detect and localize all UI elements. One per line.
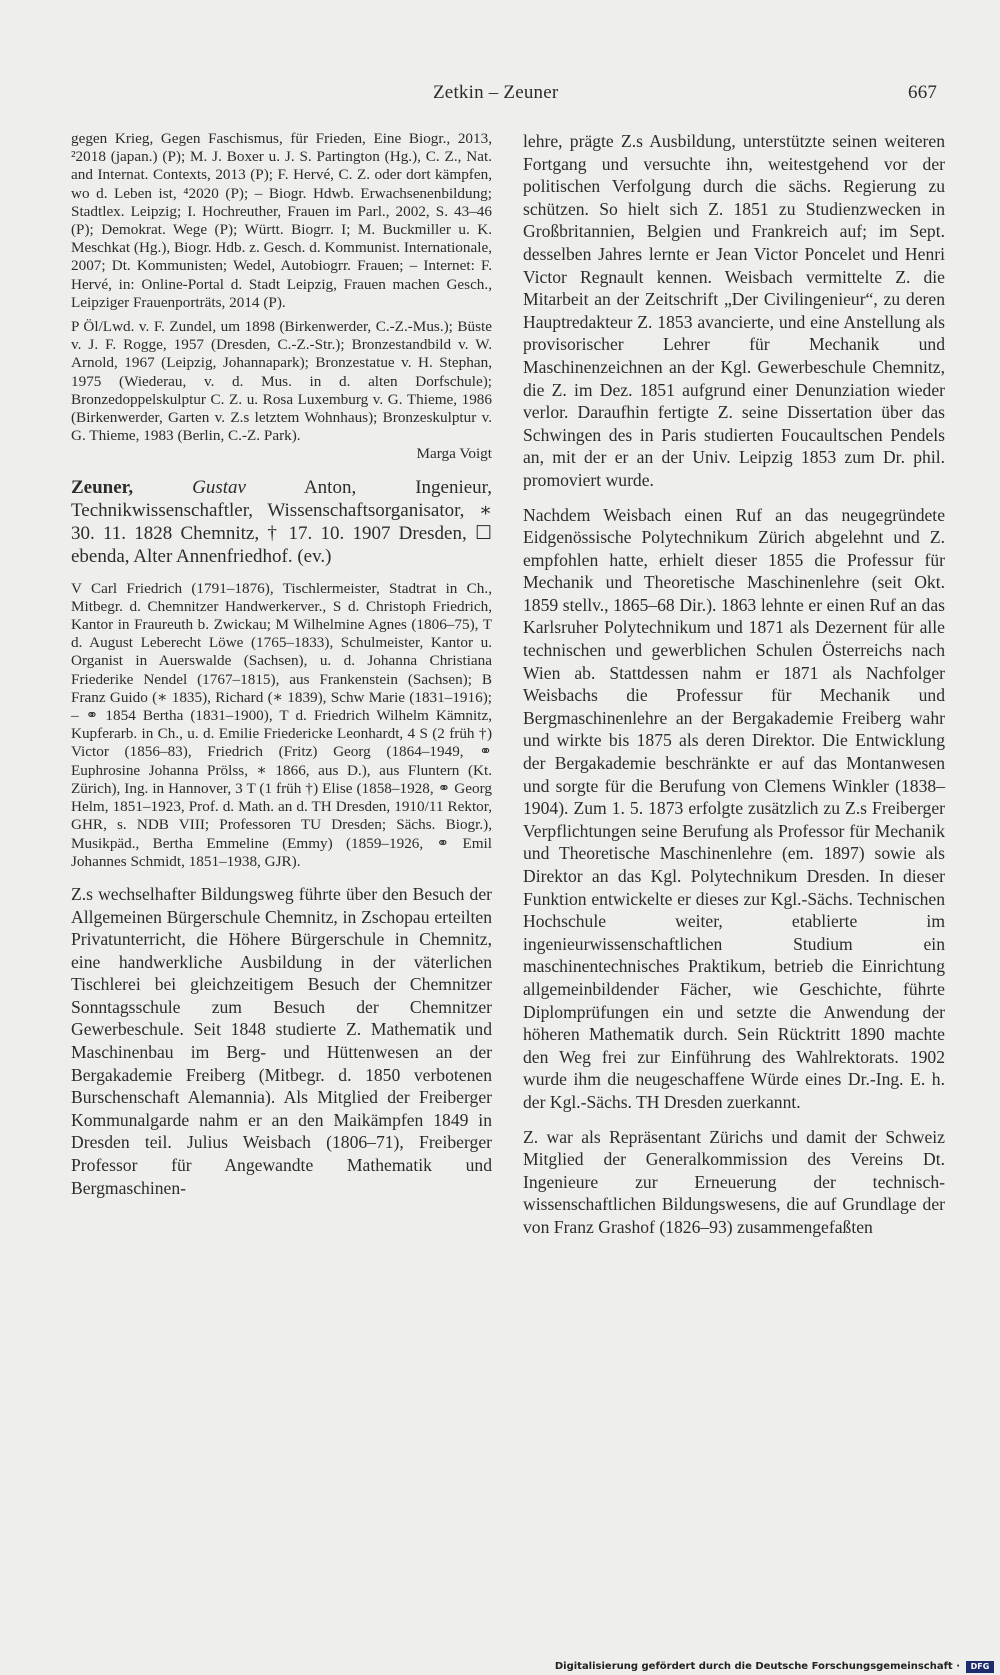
author-signature: Marga Voigt — [416, 445, 492, 463]
biography-paragraph-1: Z.s wechselhafter Bildungsweg führte über den Besuch der Allgemeinen Bürgerschule Chemnitz, in Zschopau erteilten Privatunterricht, die Höhere Bürgerschule in Chemnitz, eine handwerkliche Ausbildung in der väterlichen Tischlerei bei gleichzeitigem Besuch der Chemnitzer Sonntagsschule zum Besuch der Chemnitzer Gewerbeschule. Seit 1848 studierte Z. Mathematik und Maschinenbau im Berg- und Hüttenwesen an der Bergakademie Freiberg (Mitbegr. d. 1850 verbotenen Burschenschaft Alemannia). Als Mitglied der Freiberger Kommunalgarde nahm er an den Maikämpfen 1849 in Dresden teil. Julius Weisbach (1806–71), Freiberger Professor für Angewandte Mathematik und Bergmaschinen- — [71, 883, 492, 1198]
right-column — [523, 130, 945, 1239]
entry-heading — [71, 476, 492, 568]
entry-given-name: Gustav — [192, 476, 246, 498]
digitization-footer — [0, 1661, 1000, 1675]
digitization-credit: Digitalisierung gefördert durch die Deutsche Forschungsgemeinschaft · — [554, 1661, 960, 1672]
page-number: 667 — [908, 82, 938, 103]
dfg-logo-icon: DFG — [966, 1661, 994, 1673]
left-column — [71, 130, 492, 1199]
running-title: Zetkin – Zeuner — [433, 82, 559, 103]
genealogy-paragraph: V Carl Friedrich (1791–1876), Tischlermeister, Stadtrat in Ch., Mitbegr. d. Chemnitzer Handwerkerver., S d. Christoph Friedrich, Kantor in Fraureuth b. Zwickau; M Wilhelmine Agnes (1806–75), T d. August Leberecht Löwe (1765–1833), Schulmeister, Kantor u. Organist in Auerswalde (Sachsen), u. d. Johanna Christiana Friederike Nendel (1767–1815), aus Frankenstein (Sachsen); B Franz Guido (∗ 1835), Richard (∗ 1839), Schw Marie (1831–1916); – ⚭ 1854 Bertha (1831–1900), T d. Friedrich Wilhelm Kämnitz, Kupferarb. in Ch., u. d. Emilie Friedericke Leonhardt, 4 S (2 früh †) Victor (1856–83), Friedrich (Fritz) Georg (1864–1949, ⚭ Euphrosine Johanna Prölss, ∗ 1866, aus D.), aus Fluntern (Kt. Zürich), Ing. in Hannover, 3 T (1 früh †) Elise (1858–1928, ⚭ Georg Helm, 1851–1923, Prof. d. Math. an d. TH Dresden, 1910/11 Rektor, GHR, s. NDB VIII; Professoren TU Dresden; Sächs. Biogr.), Musikpäd., Bertha Emmeline (Emmy) (1859–1926, ⚭ Emil Johannes Schmidt, 1851–1938, GJR). — [71, 579, 492, 870]
bibliography-paragraph: gegen Krieg, Gegen Faschismus, für Frieden, Eine Biogr., 2013, ²2018 (japan.) (P); M. J. Boxer u. J. S. Partington (Hg.), C. Z., Nat. and Internat. Contexts, 2013 (P); F. Hervé, C. Z. oder dort kämpfen, wo d. Leben ist, ⁴2020 (P); – Biogr. Hdwb. Erwachsenenbildung; Stadtlex. Leipzig; I. Hochreuther, Frauen im Parl., 2002, S. 43–46 (P); Demokrat. Wege (P); Württ. Biogrr. I; M. Buckmiller u. K. Meschkat (Hg.), Biogr. Hdb. z. Gesch. d. Kommunist. Internationale, 2007; Dt. Kommunisten; Wedel, Autobiogrr. Frauen; – Internet: F. Hervé, in: Online-Portal d. Stadt Leipzig, Frauen machen Gesch., Leipziger Frauenporträts, 2014 (P). — [71, 130, 492, 311]
biography-paragraph-4: Z. war als Repräsentant Zürichs und damit der Schweiz Mitglied der Generalkommission des Vereins Dt. Ingenieure zur Erneuerung der technisch-wissenschaftlichen Bildungswesens, die auf Grundlage der von Franz Grashof (1826–93) zusammengefaßten — [523, 1126, 945, 1237]
entry-details: Anton, Ingenieur, Technikwissenschaftler, Wissenschaftsorganisator, ∗ 30. 11. 1828 Chemnitz, † 17. 10. 1907 Dresden, ☐ ebenda, Alter Annenfriedhof. (ev.) — [71, 476, 492, 567]
entry-surname: Zeuner, — [71, 476, 134, 498]
portraits-paragraph: P Öl/Lwd. v. F. Zundel, um 1898 (Birkenwerder, C.-Z.-Mus.); Büste v. J. F. Rogge, 1957 (Dresden, C.-Z.-Str.); Bronzestandbild v. W. Arnold, 1967 (Leipzig, Johannapark); Bronzestatue v. H. Stephan, 1975 (Wiederau, v. d. Mus. in d. alten Dorfschule); Bronzedoppelskulptur C. Z. u. Rosa Luxemburg v. G. Thieme, 1986 (Birkenwerder, Garten v. Z.s letztem Wohnhaus); Bronzeskulptur v. G. Thieme, 1983 (Berlin, C.-Z. Park). — [71, 318, 492, 445]
biography-paragraph-3: Nachdem Weisbach einen Ruf an das neugegründete Eidgenössische Polytechnikum Zürich abgelehnt und Z. empfohlen hatte, erhielt dieser 1855 die Professur für Mechanik und Theoretische Maschinenlehre (seit Okt. 1859 stellv., 1865–68 Dir.). 1863 lehnte er einen Ruf an das Karlsruher Polytechnikum und 1871 als Dezernent für alle technischen und gewerblichen Schulen Österreichs nach Wien ab. Stattdessen nahm er 1871 als Nachfolger Weisbachs die Professur für Mechanik und Bergmaschinenlehre an der Bergakademie Freiberg wahr und wirkte bis 1875 als deren Direktor. Die Entwicklung der Bergakademie beschränkte er auf das Montanwesen und sorgte für die Berufung von Clemens Winkler (1838–1904). Zum 1. 5. 1873 erfolgte zusätzlich zu Z.s Freiberger Verpflichtungen seine Berufung als Professor für Mechanik und Theoretische Maschinenlehre (em. 1897) sowie als Direktor an das Kgl. Polytechnikum Dresden. In dieser Funktion entwickelte er dieses zur Kgl.-Sächs. Technischen Hochschule weiter, etablierte im ingenieurwissenschaftlichen Studium ein maschinentechnisches Praktikum, betrieb die Einrichtung allgemeinbildender Fächer, wie Geschichte, führte Diplomprüfungen ein und setzte die Anwendung der höheren Mathematik durch. Sein Rücktritt 1890 machte den Weg frei zur Einführung des Wahlrektorats. 1902 wurde ihm die neugeschaffene Würde eines Dr.-Ing. E. h. der Kgl.-Sächs. TH Dresden zuerkannt. — [523, 504, 945, 1112]
biography-paragraph-2: lehre, prägte Z.s Ausbildung, unterstützte seinen weiteren Fortgang und versuchte ihn, weitestgehend vor der politischen Verfolgung durch die sächs. Regierung zu schützen. So hielt sich Z. 1851 zu Studienzwecken in Großbritannien, Belgien und Frankreich auf; im Sept. desselben Jahres lernte er Jean Victor Poncelet und Henri Victor Regnault kennen. Weisbach vermittelte Z. die Mitarbeit an der Zeitschrift „Der Civilingenieur“, zu deren Hauptredakteur Z. 1853 avancierte, und eine Anstellung als provisorischer Lehrer für Mechanik und Maschinenzeichnen an der Kgl. Gewerbeschule Chemnitz, die Z. im Dez. 1851 aufgrund einer Denunziation wieder verlor. Daraufhin fertigte Z. seine Dissertation über das Schwingen des in Paris studierten Foucaultschen Pendels an, mit der er an der Univ. Leipzig 1853 zum Dr. phil. promoviert wurde. — [523, 131, 945, 490]
